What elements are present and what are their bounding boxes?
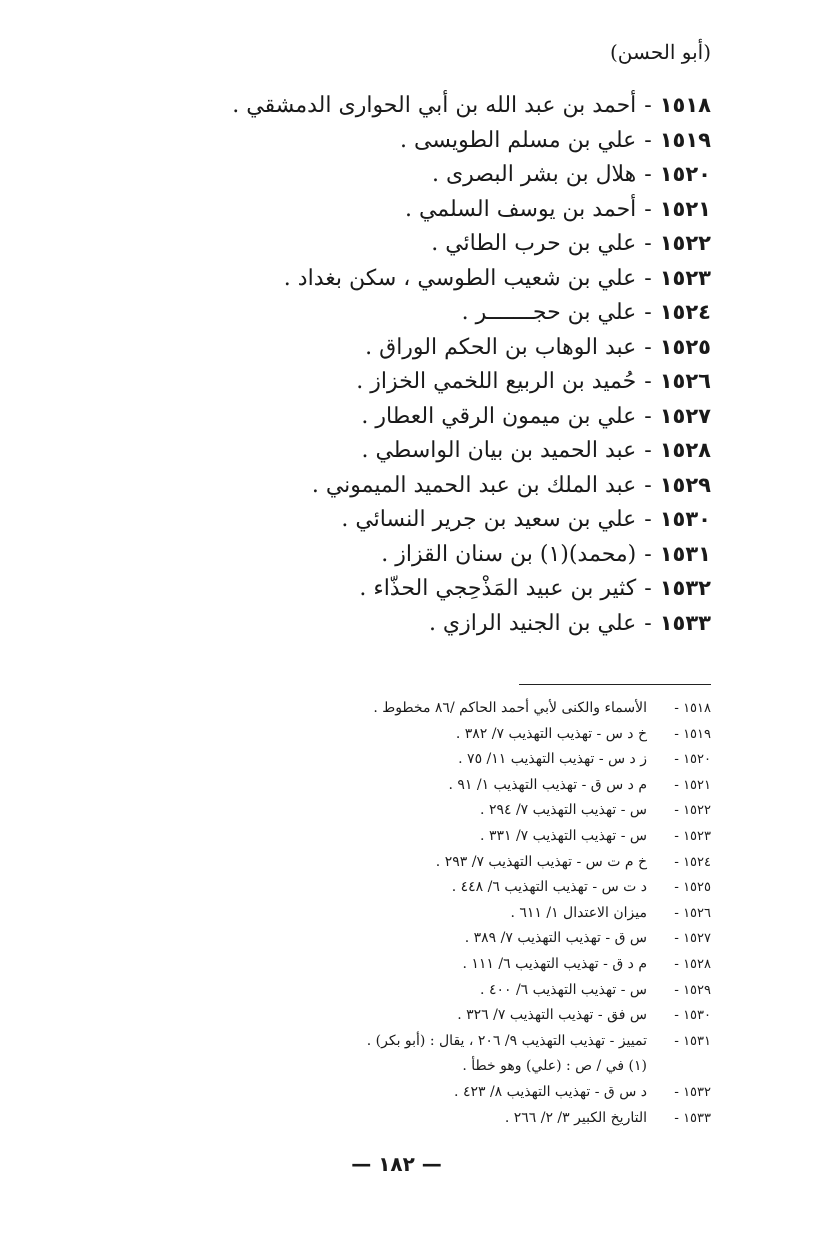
footnote-number: ١٥٢٩ - [674,982,711,998]
footnote-text: م د ق - تهذيب التهذيب ٦/ ١١١ . [462,955,647,972]
entry-number: ١٥٣٢ [659,576,711,600]
entry-separator: - [644,507,652,532]
entry-text: عبد الملك بن عبد الحميد الميموني . [311,472,637,498]
entry-item [151,295,711,330]
entry-item [151,468,711,503]
entry-separator: - [644,576,652,601]
footnote-number: ١٥٢٣ - [674,828,711,844]
footnote-text: س فق - تهذيب التهذيب ٧/ ٣٢٦ . [457,1007,647,1024]
entry-text: هلال بن بشر البصرى . [431,162,637,187]
footnote-item [171,952,711,978]
entry-item [151,399,711,434]
entry-number: ١٥٢٣ [659,265,711,290]
footnote-item [171,1003,711,1029]
page-number-label: — ١٨٢ — [351,1152,442,1176]
footnote-item [171,798,711,824]
entry-text: أحمد بن يوسف السلمي . [404,196,637,222]
entry-item [151,192,711,227]
entry-separator: - [644,472,652,498]
footnote-text: خ م ت س - تهذيب التهذيب ٧/ ٢٩٣ . [435,853,647,870]
footnote-text: التاريخ الكبير ٣/ ٢/ ٢٦٦ . [504,1109,647,1126]
entry-text: علي بن شعيب الطوسي ، سكن بغداد . [283,265,637,291]
footnote-divider [519,684,711,685]
entry-number: ١٥٣٠ [659,507,711,531]
footnote-number: ١٥٢٨ - [674,956,711,972]
entry-text: حُميد بن الربيع اللخمي الخزاز . [356,369,637,394]
entry-separator: - [644,610,652,636]
entry-number: ١٥٢٤ [659,300,711,324]
footnote-number: ١٥٢٥ - [674,880,711,896]
page-number [0,1152,829,1176]
entry-separator: - [644,369,652,394]
footnote-text: س - تهذيب التهذيب ٧/ ٣٣١ . [480,827,647,844]
footnote-item [171,1029,711,1055]
entry-separator: - [644,162,652,187]
entry-number: ١٥٣٣ [659,610,711,635]
entry-separator: - [644,127,652,153]
footnote-number: ١٥٢٦ - [674,905,711,921]
footnote-number: ١٥١٨ - [674,701,711,716]
footnote-number: ١٥٢٢ - [674,803,711,819]
entry-list [151,88,711,640]
entry-item [151,606,711,641]
entry-number: ١٥١٨ [659,93,711,117]
entry-text: علي بن سعيد بن جرير النسائي . [341,507,637,532]
footnote-text: س - تهذيب التهذيب ٧/ ٢٩٤ . [480,802,647,819]
footnote-list [171,696,711,1131]
entry-separator: - [644,196,652,222]
entry-text: علي بن حجـــــــر . [461,300,637,325]
footnote-number: ١٥٣٠ - [674,1008,711,1024]
entry-text: عبد الحميد بن بيان الواسطي . [361,438,637,463]
footnote-item [171,696,711,722]
footnote-text: ميزان الاعتدال ١/ ٦١١ . [510,904,647,921]
entry-number: ١٥٢١ [659,196,711,221]
footnote-item [171,901,711,927]
footnote-number: ١٥٣٢ - [674,1084,711,1100]
footnote-number: ١٥٣١ - [674,1033,711,1049]
footnote-number: ١٥٢٧ - [674,931,711,947]
entry-text: كثير بن عبيد المَذْحِجي الحذّاء . [359,576,637,601]
entry-number: ١٥٢٧ [659,403,711,428]
entry-separator: - [644,334,652,360]
running-head: (أبو الحسن) [609,40,711,64]
footnote-item [171,773,711,799]
footnote-text: د س ق - تهذيب التهذيب ٨/ ٤٢٣ . [454,1083,647,1100]
footnote-number: ١٥٣٣ - [674,1110,711,1126]
footnote-text: خ د س - تهذيب التهذيب ٧/ ٣٨٢ . [455,725,647,742]
footnote-item [171,1106,711,1132]
entry-item [151,502,711,537]
footnote-item [171,926,711,952]
entry-text: علي بن حرب الطائي . [431,231,637,256]
footnote-item [171,1080,711,1106]
entry-text: (محمد)(١) بن سنان القزاز . [381,541,637,567]
entry-item [151,537,711,572]
entry-number: ١٥٢٩ [659,472,711,497]
entry-item [151,330,711,365]
footnote-item [171,850,711,876]
footnote-item [171,875,711,901]
entry-text: عبد الوهاب بن الحكم الوراق . [365,334,637,360]
entry-item [151,226,711,261]
entry-number: ١٥٣١ [659,541,711,566]
entry-text: علي بن ميمون الرقي العطار . [361,403,637,429]
footnote-text: ز د س - تهذيب التهذيب ١١/ ٧٥ . [458,751,647,768]
entry-number: ١٥٢٨ [659,438,711,462]
entry-item [151,157,711,192]
entry-separator: - [644,231,652,256]
entry-number: ١٥١٩ [659,127,711,152]
editor-note-text: (١) في / ص : (علي) وهو خطأ . [462,1058,647,1075]
footnote-number: ١٥١٩ - [674,726,711,742]
entry-separator: - [644,93,652,118]
entry-number: ١٥٢٠ [659,162,711,186]
footnote-number: ١٥٢١ - [674,777,711,793]
entry-item [151,433,711,468]
footnote-item [171,824,711,850]
footnote-text: الأسماء والكنى لأبي أحمد الحاكم /٨٦ مخطوط . [373,700,647,716]
footnote-number: ١٥٢٠ - [674,752,711,768]
entry-text: علي بن مسلم الطويسى . [400,127,637,153]
entry-separator: - [644,265,652,291]
footnote-text: س - تهذيب التهذيب ٦/ ٤٠٠ . [480,981,647,998]
footnote-item [171,722,711,748]
footnote-number: ١٥٢٤ - [674,854,711,870]
footnote-text: تمييز - تهذيب التهذيب ٩/ ٢٠٦ ، يقال : (أبو بكر) . [366,1032,647,1049]
footnote-item [171,978,711,1004]
footnote-text: م د س ق - تهذيب التهذيب ١/ ٩١ . [448,776,647,793]
footnote-text: س ق - تهذيب التهذيب ٧/ ٣٨٩ . [464,930,647,947]
entry-item [151,88,711,123]
entry-item [151,261,711,296]
entry-separator: - [644,403,652,429]
entry-separator: - [644,541,652,567]
entry-item [151,364,711,399]
entry-item [151,123,711,158]
entry-number: ١٥٢٢ [659,231,711,255]
entry-separator: - [644,300,652,325]
footnote-text: د ت س - تهذيب التهذيب ٦/ ٤٤٨ . [451,879,647,896]
footnote-item [171,747,711,773]
editor-note-item [171,1054,711,1080]
entry-number: ١٥٢٥ [659,334,711,359]
entry-number: ١٥٢٦ [659,369,711,393]
entry-text: أحمد بن عبد الله بن أبي الحوارى الدمشقي . [232,93,637,118]
entry-item [151,571,711,606]
entry-separator: - [644,438,652,463]
entry-text: علي بن الجنيد الرازي . [428,610,637,636]
